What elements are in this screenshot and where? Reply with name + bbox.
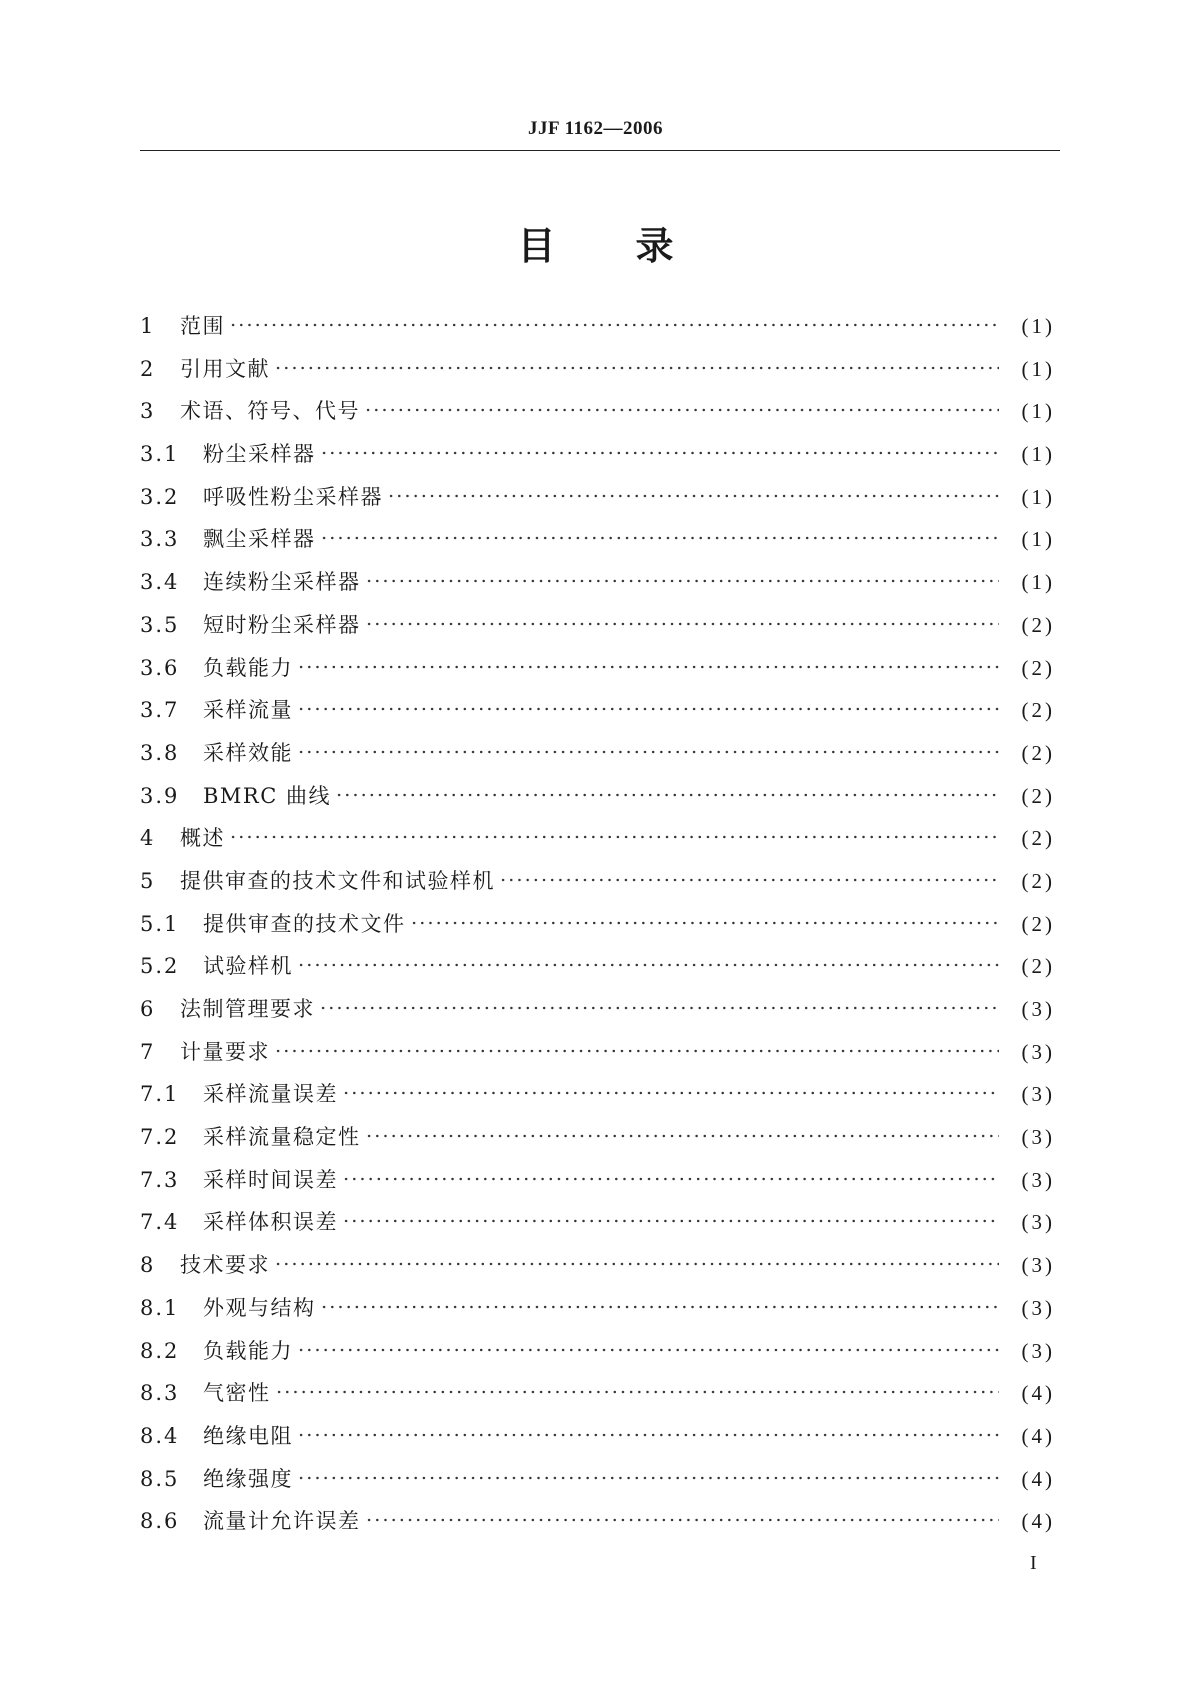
toc-entry[interactable] — [140, 732, 1055, 775]
toc-entry-number: 7.3 — [140, 1167, 180, 1192]
toc-entry-number: 3.9 — [140, 783, 180, 808]
toc-entry-page: (1) — [1021, 314, 1055, 338]
toc-entry[interactable] — [140, 604, 1055, 647]
toc-entry-page: (1) — [1021, 527, 1055, 552]
toc-entry-label: 试验样机 — [203, 954, 293, 979]
toc-entry[interactable] — [140, 390, 1055, 433]
toc-entry[interactable] — [140, 1500, 1055, 1543]
toc-entry-page: (3) — [1021, 1039, 1055, 1064]
toc-entry-label: 负载能力 — [203, 1338, 293, 1363]
toc-entry[interactable] — [140, 1201, 1055, 1244]
toc-entry-page: (2) — [1021, 740, 1055, 765]
toc-entry-number: 3.3 — [140, 527, 180, 552]
toc-dot-leader — [499, 878, 999, 882]
toc-entry[interactable] — [140, 903, 1055, 946]
toc-entry[interactable] — [140, 1330, 1055, 1373]
toc-entry-page: (4) — [1021, 1381, 1055, 1406]
toc-entry[interactable] — [140, 689, 1055, 732]
toc-entry-label: 流量计允许误差 — [203, 1509, 361, 1534]
toc-entry-label: 采样流量误差 — [203, 1082, 338, 1107]
toc-entry[interactable] — [140, 1458, 1055, 1501]
toc-entry-number: 3.7 — [140, 698, 180, 723]
toc-entry-label: 计量要求 — [180, 1039, 270, 1064]
toc-dot-leader — [342, 1091, 999, 1095]
toc-dot-leader — [274, 1262, 999, 1266]
toc-entry-label: 气密性 — [203, 1381, 271, 1406]
toc-entry-label: BMRC 曲线 — [203, 783, 331, 808]
toc-title — [0, 215, 1191, 270]
toc-entry-label: 采样流量 — [203, 698, 293, 723]
toc-entry[interactable] — [140, 1073, 1055, 1116]
toc-entry[interactable] — [140, 305, 1055, 348]
toc-entry-number: 5 — [140, 868, 156, 893]
toc-entry[interactable] — [140, 647, 1055, 690]
toc-entry-label: 采样效能 — [203, 740, 293, 765]
toc-entry[interactable] — [140, 1159, 1055, 1202]
toc-entry-label: 提供审查的技术文件和试验样机 — [180, 868, 495, 893]
toc-entry-page: (3) — [1021, 1125, 1055, 1150]
toc-entry-page: (1) — [1021, 570, 1055, 595]
toc-entry-label: 技术要求 — [180, 1253, 270, 1278]
toc-entry-page: (2) — [1021, 783, 1055, 808]
toc-entry-page: (3) — [1021, 997, 1055, 1021]
toc-entry-page: (4) — [1021, 1509, 1055, 1534]
toc-dot-leader — [297, 1433, 999, 1437]
toc-entry-number: 5.2 — [140, 954, 180, 979]
toc-dot-leader — [387, 494, 999, 498]
toc-entry[interactable] — [140, 476, 1055, 519]
toc-entry-number: 1 — [140, 314, 156, 338]
toc-dot-leader — [297, 750, 999, 754]
toc-entry-number: 2 — [140, 356, 156, 381]
toc-entry-page: (3) — [1021, 1338, 1055, 1363]
toc-entry-label: 法制管理要求 — [180, 997, 315, 1021]
toc-dot-leader — [320, 536, 1000, 540]
toc-dot-leader — [297, 1476, 999, 1480]
toc-entry-number: 3.5 — [140, 612, 180, 637]
toc-entry-page: (2) — [1021, 698, 1055, 723]
toc-entry-label: 术语、符号、代号 — [180, 399, 360, 424]
toc-entry-number: 8.2 — [140, 1338, 180, 1363]
toc-entry-page: (4) — [1021, 1423, 1055, 1448]
toc-dot-leader — [365, 622, 1000, 626]
toc-entry-label: 引用文献 — [180, 356, 270, 381]
toc-dot-leader — [365, 579, 1000, 583]
toc-entry-number: 8.1 — [140, 1295, 180, 1320]
toc-entry-page: (1) — [1021, 356, 1055, 381]
toc-entry-label: 采样体积误差 — [203, 1210, 338, 1235]
toc-entry-page: (3) — [1021, 1167, 1055, 1192]
toc-dot-leader — [274, 1049, 999, 1053]
toc-entry[interactable] — [140, 1244, 1055, 1287]
toc-entry-page: (1) — [1021, 484, 1055, 509]
toc-entry-number: 3.1 — [140, 442, 180, 467]
toc-entry-page: (2) — [1021, 954, 1055, 979]
toc-dot-leader — [410, 921, 1000, 925]
toc-dot-leader — [275, 1390, 1000, 1394]
toc-entry-page: (2) — [1021, 612, 1055, 637]
toc-entry-number: 3.8 — [140, 740, 180, 765]
toc-entry-page: (3) — [1021, 1082, 1055, 1107]
toc-dot-leader — [297, 963, 999, 967]
toc-entry[interactable] — [140, 860, 1055, 903]
toc-entry-page: (1) — [1021, 399, 1055, 424]
toc-entry-page: (1) — [1021, 442, 1055, 467]
toc-entry-number: 3.4 — [140, 570, 180, 595]
toc-entry-label: 采样流量稳定性 — [203, 1125, 361, 1150]
toc-entry[interactable] — [140, 561, 1055, 604]
toc-entry-label: 粉尘采样器 — [203, 442, 316, 467]
toc-dot-leader — [364, 408, 999, 412]
toc-dot-leader — [297, 1348, 999, 1352]
toc-entry[interactable] — [140, 433, 1055, 476]
toc-entry[interactable] — [140, 1287, 1055, 1330]
toc-entry-number: 7 — [140, 1039, 156, 1064]
toc-dot-leader — [320, 451, 1000, 455]
table-of-contents — [140, 305, 1055, 1543]
toc-entry-label: 负载能力 — [203, 655, 293, 680]
toc-entry-number: 3 — [140, 399, 156, 424]
toc-dot-leader — [297, 707, 999, 711]
toc-entry[interactable] — [140, 988, 1055, 1031]
toc-entry-label: 提供审查的技术文件 — [203, 911, 406, 936]
toc-entry-number: 3.6 — [140, 655, 180, 680]
toc-entry-label: 短时粉尘采样器 — [203, 612, 361, 637]
toc-title-char-2: 录 — [635, 224, 674, 268]
toc-entry[interactable] — [140, 945, 1055, 988]
toc-entry[interactable] — [140, 518, 1055, 561]
toc-dot-leader — [229, 323, 999, 327]
header-rule — [140, 150, 1060, 151]
toc-entry-page: (3) — [1021, 1210, 1055, 1235]
page-number: I — [1030, 1552, 1037, 1574]
toc-dot-leader — [320, 1305, 1000, 1309]
toc-entry-number: 8.6 — [140, 1509, 180, 1534]
toc-entry-page: (4) — [1021, 1466, 1055, 1491]
toc-entry-page: (2) — [1021, 826, 1055, 851]
toc-dot-leader — [342, 1177, 999, 1181]
toc-entry-page: (3) — [1021, 1253, 1055, 1278]
toc-dot-leader — [365, 1518, 1000, 1522]
toc-dot-leader — [319, 1006, 999, 1010]
toc-entry-label: 采样时间误差 — [203, 1167, 338, 1192]
toc-entry-label: 飘尘采样器 — [203, 527, 316, 552]
toc-dot-leader — [342, 1219, 999, 1223]
toc-dot-leader — [365, 1134, 1000, 1138]
toc-entry-number: 8 — [140, 1253, 156, 1278]
toc-entry-label: 呼吸性粉尘采样器 — [203, 484, 383, 509]
toc-title-char-1: 目 — [517, 224, 556, 268]
toc-entry-number: 4 — [140, 826, 156, 851]
toc-entry-page: (2) — [1021, 655, 1055, 680]
toc-entry-label: 连续粉尘采样器 — [203, 570, 361, 595]
toc-entry[interactable] — [140, 1372, 1055, 1415]
toc-entry-number: 8.3 — [140, 1381, 180, 1406]
toc-entry-page: (2) — [1021, 911, 1055, 936]
toc-entry-number: 8.5 — [140, 1466, 180, 1491]
toc-entry-label: 绝缘强度 — [203, 1466, 293, 1491]
toc-entry-label: 概述 — [180, 826, 225, 851]
toc-entry-page: (2) — [1021, 868, 1055, 893]
toc-entry[interactable] — [140, 817, 1055, 860]
toc-entry-page: (3) — [1021, 1295, 1055, 1320]
toc-entry-number: 7.4 — [140, 1210, 180, 1235]
toc-entry[interactable] — [140, 1415, 1055, 1458]
toc-entry-number: 8.4 — [140, 1423, 180, 1448]
toc-entry-number: 3.2 — [140, 484, 180, 509]
toc-entry[interactable] — [140, 775, 1055, 818]
toc-dot-leader — [335, 793, 999, 797]
toc-entry-label: 范围 — [180, 314, 225, 338]
toc-entry-number: 5.1 — [140, 911, 180, 936]
document-code: JJF 1162—2006 — [527, 118, 664, 139]
toc-entry-number: 7.1 — [140, 1082, 180, 1107]
toc-entry-label: 外观与结构 — [203, 1295, 316, 1320]
toc-entry-number: 7.2 — [140, 1125, 180, 1150]
toc-dot-leader — [274, 366, 999, 370]
toc-entry[interactable] — [140, 348, 1055, 391]
toc-entry[interactable] — [140, 1116, 1055, 1159]
toc-dot-leader — [229, 835, 999, 839]
toc-entry-label: 绝缘电阻 — [203, 1423, 293, 1448]
toc-entry[interactable] — [140, 1031, 1055, 1074]
toc-dot-leader — [297, 665, 999, 669]
toc-entry-number: 6 — [140, 997, 156, 1021]
